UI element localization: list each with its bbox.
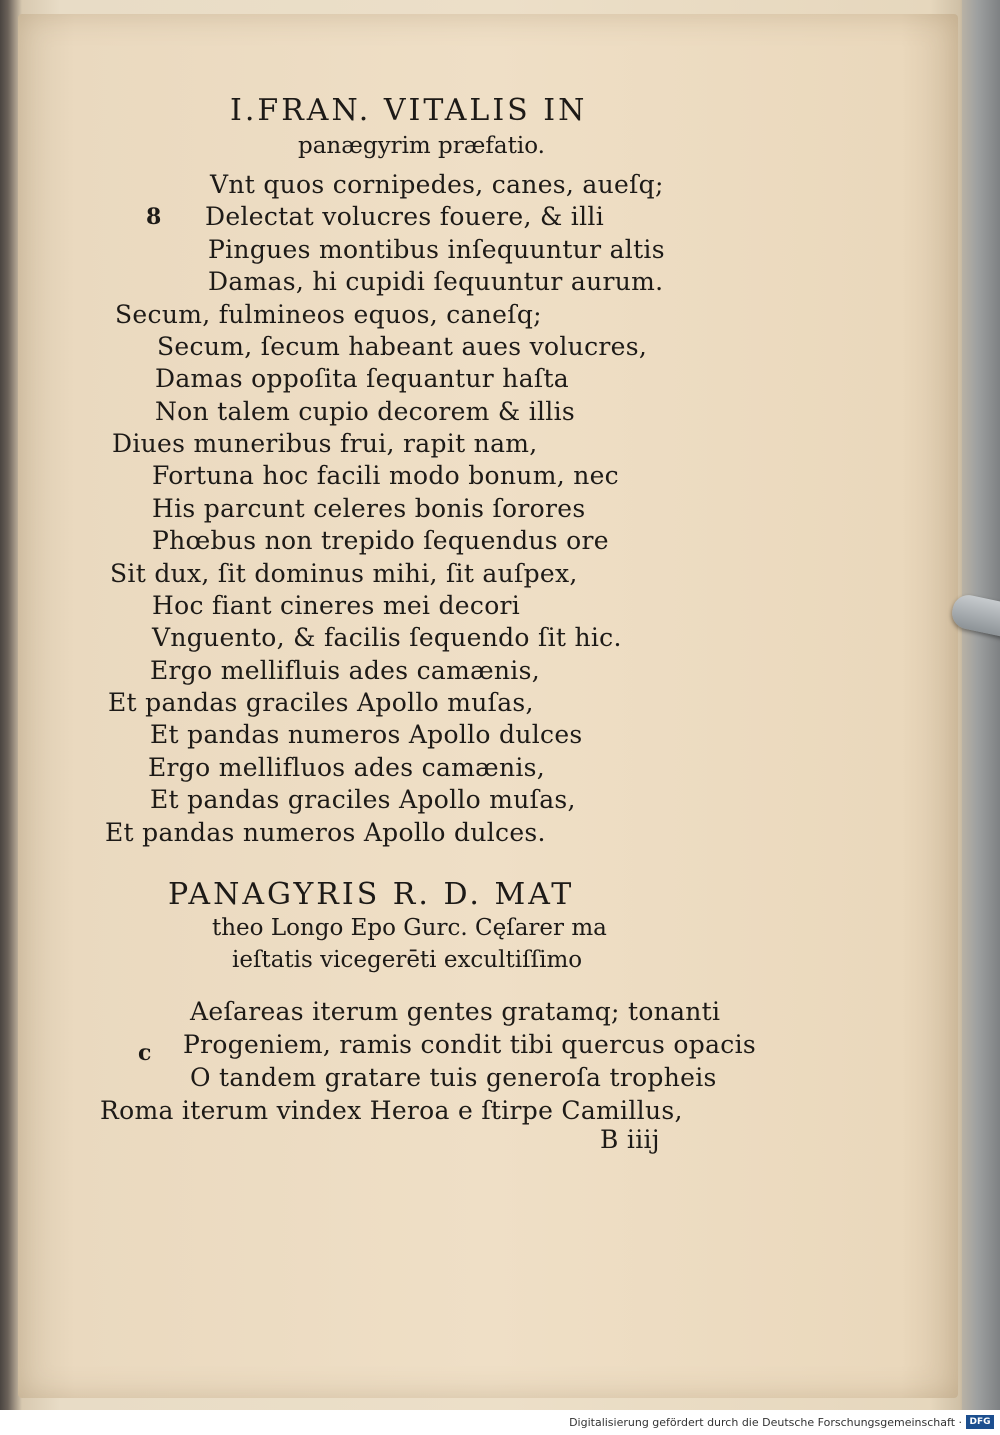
verse-line: Pingues montibus inſequuntur altis	[208, 235, 665, 264]
verse-line: Et pandas graciles Apollo muſas,	[108, 688, 534, 717]
verse-line: Sit dux, ſit dominus mihi, ſit auſpex,	[110, 559, 578, 588]
signature-numeral: 8	[146, 204, 162, 230]
verse-line: Aeſareas iterum gentes gratamq; tonanti	[190, 997, 721, 1026]
panegyric-title-line1: PANAGYRIS R. D. MAT	[168, 877, 575, 912]
verse-line: Ergo mellifluis ades camænis,	[150, 656, 540, 685]
verse-line: Vnguento, & facilis ſequendo ſit hic.	[152, 623, 622, 652]
verse-line: Et pandas numeros Apollo dulces	[150, 720, 583, 749]
verse-line: O tandem gratare tuis generoſa tropheis	[190, 1063, 717, 1092]
verse-line: Phœbus non trepido ſequendus ore	[152, 526, 609, 555]
panegyric-title-line2: theo Longo Epo Gurc. Cęſarer ma	[212, 915, 607, 941]
footer-bar	[0, 1410, 1000, 1435]
verse-line: Non talem cupio decorem & illis	[155, 397, 576, 426]
dfg-logo: DFG	[966, 1415, 994, 1429]
verse-line: Diues muneribus frui, rapit nam,	[112, 429, 538, 458]
panegyric-title-line3: ieſtatis vicegerēti excultiſſimo	[232, 947, 583, 973]
verse-line: Vnt quos cornipedes, canes, aueſq;	[210, 170, 664, 199]
verse-line: Ergo mellifluos ades camænis,	[148, 753, 546, 782]
page-edge	[962, 0, 1000, 1410]
verse-line: Secum, ſecum habeant aues volucres,	[157, 332, 648, 361]
verse-line: Damas, hi cupidi ſequuntur aurum.	[208, 267, 664, 296]
heading-title-line2: panægyrim præfatio.	[298, 133, 545, 159]
verse-line: Fortuna hoc facili modo bonum, nec	[152, 461, 619, 490]
verse-line: Delectat volucres fouere, & illi	[205, 202, 604, 231]
footer-credit: Digitalisierung gefördert durch die Deutsche Forschungsgemeinschaft ·	[569, 1416, 962, 1429]
signature-mark: B iiij	[600, 1125, 660, 1154]
signature-letter: c	[138, 1040, 152, 1066]
verse-line: Progeniem, ramis condit tibi quercus opacis	[183, 1030, 756, 1059]
verse-line: Hoc fiant cineres mei decori	[152, 591, 521, 620]
verse-line: His parcunt celeres bonis ſorores	[152, 494, 586, 523]
verse-line: Damas oppoſita ſequantur haſta	[155, 364, 570, 393]
heading-title-line1: I.FRAN. VITALIS IN	[230, 93, 588, 128]
verse-line: Et pandas graciles Apollo muſas,	[150, 785, 576, 814]
verse-line: Secum, fulmineos equos, caneſq;	[115, 300, 542, 329]
verse-line: Roma iterum vindex Heroa e ſtirpe Camillus,	[100, 1096, 683, 1125]
verse-line: Et pandas numeros Apollo dulces.	[105, 818, 546, 847]
